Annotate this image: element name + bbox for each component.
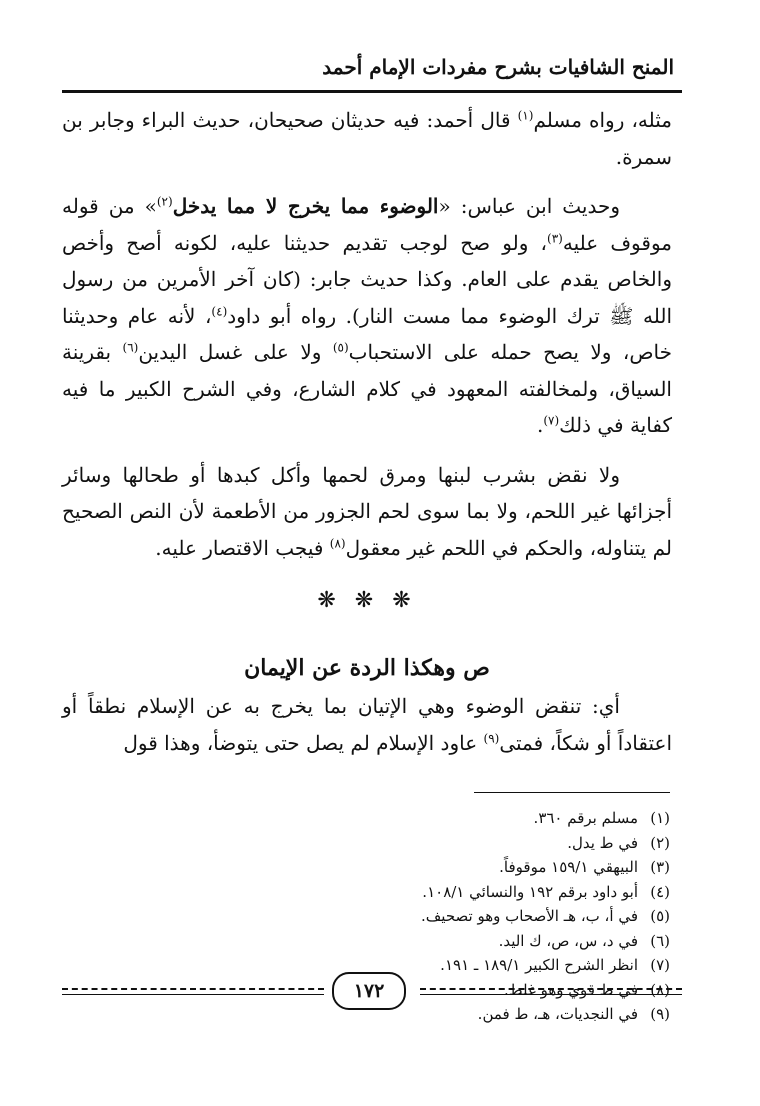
text-run: عاود الإسلام لم يصل حتى يتوضأ، وهذا قول bbox=[123, 730, 484, 755]
footnote-ref: (٤) bbox=[211, 303, 228, 318]
footnote-ref: (٥) bbox=[332, 340, 349, 355]
page-number: ١٧٢ bbox=[332, 972, 406, 1010]
footnote-ref: (١) bbox=[517, 108, 534, 123]
text-run: . bbox=[536, 413, 544, 437]
footnote-number: (٧) bbox=[650, 956, 670, 974]
footnote-ref: (٣) bbox=[547, 230, 563, 245]
footnote-ref: (٩) bbox=[483, 730, 500, 745]
footnote-number: (٩) bbox=[650, 1005, 670, 1023]
text-run: بقرينة السياق، ولمخالفته المعهود في كلام الشارع، وفي الشرح الكبير ما فيه كفاية في ذلك bbox=[62, 340, 672, 437]
text-run: ، لأنه عام وحديثنا خاص، ولا يصح حمله على الاستحباب bbox=[62, 303, 673, 364]
paragraph bbox=[62, 102, 672, 175]
text-run: ، ولو صح لوجب تقديم حديثنا عليه، لكونه أصح وأخص والخاص يقدم على العام. وكذا حديث جابر: (كان آخر الأمرين من رسول الله ﷺ ترك الوضوء مما مست النار). رواه أبو داود bbox=[62, 230, 672, 328]
footnote-text: في النجديات، هـ، ط فمن. bbox=[477, 1005, 638, 1023]
text-run: أي: تنقض الوضوء وهي الإتيان بما يخرج به عن الإسلام نطقاً أو اعتقاداً أو شكاً، فمتى bbox=[62, 694, 672, 755]
footnote bbox=[62, 831, 670, 856]
text-run: وحديث ابن عباس: « bbox=[438, 194, 620, 218]
footnote-number: (٤) bbox=[650, 882, 670, 901]
book-page bbox=[62, 40, 682, 1080]
footnote-number: (١) bbox=[650, 809, 670, 827]
footnote-text: البيهقي ١٥٩/١ موقوفاً. bbox=[499, 858, 638, 876]
footnote-text: مسلم برقم ٣٦٠. bbox=[533, 809, 638, 827]
footnote-text: في أ، ب، هـ الأصحاب وهو تصحيف. bbox=[421, 907, 638, 925]
hadith-quote: الوضوء مما يخرج لا مما يدخل bbox=[172, 194, 439, 218]
paragraph bbox=[62, 188, 672, 444]
footnote bbox=[62, 806, 670, 831]
footer-rule-left bbox=[62, 988, 324, 990]
running-header: المنح الشافيات بشرح مفردات الإمام أحمد bbox=[322, 55, 674, 79]
footnote-ref: (٧) bbox=[543, 413, 560, 428]
footnote-number: (٨) bbox=[650, 980, 670, 999]
footnote bbox=[62, 880, 670, 905]
footnote-number: (٥) bbox=[650, 907, 670, 925]
text-run: » من قوله موقوف عليه bbox=[62, 194, 672, 255]
section-separator: ❋ ❋ ❋ bbox=[317, 588, 417, 613]
footnote-ref: (٨) bbox=[329, 535, 346, 550]
paragraph bbox=[62, 688, 672, 761]
footnote bbox=[62, 929, 670, 954]
footnote bbox=[62, 855, 670, 880]
footnote-text: في د، س، ص، ك اليد. bbox=[498, 931, 638, 950]
text-run: ولا على غسل اليدين bbox=[138, 340, 333, 364]
footnote-ref: (٢) bbox=[156, 194, 173, 209]
text-run: فيجب الاقتصار عليه. bbox=[155, 535, 330, 560]
page-footer bbox=[62, 972, 682, 1012]
text-run: مثله، رواه مسلم bbox=[533, 108, 673, 132]
paragraph bbox=[62, 457, 672, 567]
text-run: ولا نقض بشرب لبنها ومرق لحمها وأكل كبدها أو طحالها وسائر أجزائها غير اللحم، ولا بما سوى لحم الجزور من الأطعمة لأن النص الصحيح لم يتناوله، والحكم في اللحم غير معقول bbox=[62, 462, 672, 560]
body-text bbox=[62, 102, 672, 761]
text-run: قال أحمد: فيه حديثان صحيحان، حديث البراء وجابر بن سمرة. bbox=[62, 108, 672, 169]
header-rule bbox=[62, 90, 682, 93]
section-heading: ص وهكذا الردة عن الإيمان bbox=[244, 655, 490, 681]
footnote-text: انظر الشرح الكبير ١٨٩/١ ـ ١٩١. bbox=[440, 956, 638, 974]
footnote-ref: (٦) bbox=[122, 340, 139, 355]
footnote-number: (٣) bbox=[650, 858, 670, 876]
footnote bbox=[62, 904, 670, 929]
footnote-rule bbox=[474, 792, 670, 793]
footnote-number: (٦) bbox=[650, 931, 670, 950]
footer-rule-right bbox=[420, 988, 682, 990]
footnote-number: (٢) bbox=[650, 833, 670, 852]
footnote-text: في ط يدل. bbox=[567, 833, 638, 852]
footnote-text: أبو داود برقم ١٩٢ والنسائي ١٠٨/١. bbox=[422, 882, 638, 901]
footnote-text: في ط قوي وهو غلط. bbox=[504, 980, 638, 999]
